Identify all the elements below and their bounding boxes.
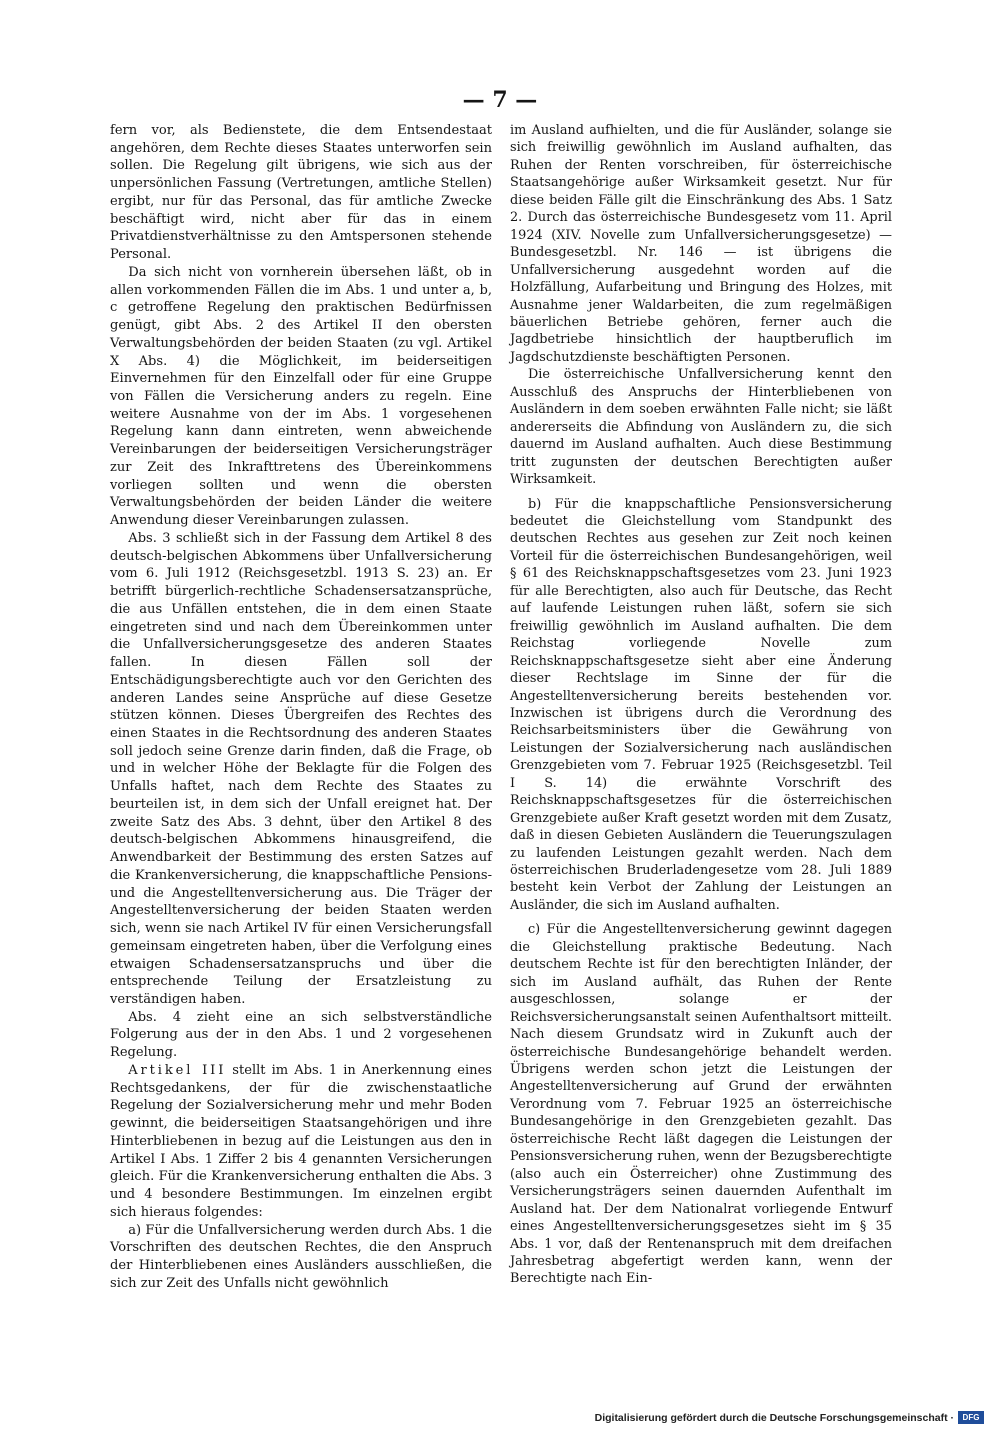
article-heading: Artikel III — [128, 1062, 227, 1078]
paragraph: Da sich nicht von vornherein übersehen läßt, ob in allen vorkommenden Fällen die im Abs. 1 und unter a, b, c getroffene Regelung den praktischen Bedürfnissen genügt, gibt Abs. 2 des Artikel II den obersten Verwaltungsbehörden der beiden Staaten (zu vgl. Artikel X Abs. 4) die Möglichkeit, im beiderseitigen Einvernehmen für den Einzelfall oder für eine Gruppe von Fällen die Versicherung anders zu regeln. Eine weitere Ausnahme von der im Abs. 1 vorgesehenen Regelung kann dann eintreten, wenn abweichende Vereinbarungen der beiderseitigen Versicherungsträger zur Zeit des Inkrafttretens des Übereinkommens vorliegen sollten und wenn die obersten Verwaltungsbehörden der beiden Länder die weitere Anwendung dieser Vereinbarungen zulassen. — [110, 264, 492, 529]
paragraph: Die österreichische Unfallversicherung kennt den Ausschluß des Anspruchs der Hinterbliebenen von Ausländern in dem soeben erwähnten Falle nicht; sie läßt andererseits die Abfindung von Ausländern zu, die sich dauernd im Ausland aufhalten. Auch diese Bestimmung tritt zugunsten der deutschen Berechtigten außer Wirksamkeit. — [510, 367, 892, 488]
paragraph: Abs. 4 zieht eine an sich selbstverständliche Folgerung aus der in den Abs. 1 und 2 vorgesehenen Regelung. — [110, 1009, 492, 1061]
paragraph: c) Für die Angestelltenversicherung gewinnt dagegen die Gleichstellung praktische Bedeutung. Nach deutschem Rechte ist für den berechtigten Inländer, der sich im Ausland aufhält, das Ruhen der Rente ausgeschlossen, solange er der Reichsversicherungsanstalt seinen Aufenthaltsort mitteilt. Nach diesem Grundsatz wird in Zukunft auch der österreichische Bundesangehörige behandelt werden. Übrigens werden schon jetzt die Leistungen der Angestelltenversicherung auf Grund der erwähnten Verordnung vom 7. Februar 1925 an österreichische Bundesangehörige in den Grenzgebieten gezahlt. Das österreichische Recht läßt dagegen die Leistungen der Pensionsversicherung ruhen, wenn der Bezugsberechtigte (also auch ein Österreicher) ohne Zustimmung des Versicherungsträgers seinen dauernden Aufenthalt im Ausland hat. Der dem Nationalrat vorliegende Entwurf eines Angestelltenversicherungsgesetzes sieht im § 35 Abs. 1 vor, daß der Rentenanspruch mit dem dreifachen Jahresbetrag abgefertigt werden kann, wenn der Berechtigte nach Ein- — [510, 922, 892, 1287]
paragraph: a) Für die Unfallversicherung werden durch Abs. 1 die Vorschriften des deutschen Rechtes, die den Anspruch der Hinterbliebenen eines Ausländers ausschließen, die sich zur Zeit des Unfalls nicht gewöhnlich — [110, 1222, 492, 1291]
paragraph: b) Für die knappschaftliche Pensionsversicherung bedeutet die Gleichstellung vom Standpunkt des deutschen Rechtes aus gesehen zur Zeit noch keinen Vorteil für die österreichischen Bundesangehörigen, weil § 61 des Reichsknappschaftsgesetzes vom 23. Juni 1923 für alle Berechtigten, also auch für Deutsche, das Recht auf laufende Leistungen ruhen läßt, sofern sie sich freiwillig gewöhnlich im Ausland aufhalten. Die dem Reichstag vorliegende Novelle zum Reichsknappschaftsgesetze sieht aber eine Änderung dieser Rechtslage im Sinne der für die Angestelltenversicherung bereits bestehenden vor. Inzwischen ist übrigens durch die Verordnung des Reichsarbeitsministers über die Gewährung von Leistungen der Sozialversicherung nach ausländischen Grenzgebieten vom 7. Februar 1925 (Reichsgesetzbl. Teil I S. 14) die erwähnte Vorschrift des Reichsknappschaftsgesetzes für die österreichischen Grenzgebiete außer Kraft gesetzt worden mit dem Zusatz, daß in diesen Gebieten Ausländern die Teuerungszulagen zu laufenden Leistungen gezahlt werden. Nach dem österreichischen Bruderladengesetze vom 28. Juli 1889 besteht kein Verbot der Zahlung der Leistungen an Ausländer, die sich im Ausland aufhalten. — [510, 496, 892, 913]
credit-text: Digitalisierung gefördert durch die Deutsche Forschungsgemeinschaft · — [594, 1411, 954, 1424]
page-number: — 7 — — [462, 87, 538, 113]
paragraph-text: stellt im Abs. 1 in Anerkennung eines Rechtsgedankens, der für die zwischenstaatliche Regelung der Sozialversicherung mehr und mehr Boden gewinnt, die beiderseitigen Staatsangehörigen und ihre Hinterbliebenen in bezug auf die Leistungen aus den in Artikel I Abs. 1 Ziffer 2 bis 4 genannten Versicherungen gleich. Für die Krankenversicherung enthalten die Abs. 3 und 4 besondere Bestimmungen. Im einzelnen ergibt sich hieraus folgendes: — [110, 1062, 492, 1220]
left-column — [110, 122, 492, 1292]
paragraph: fern vor, als Bedienstete, die dem Entsendestaat angehören, dem Rechte dieses Staates unterworfen sein sollen. Die Regelung gilt übrigens, wie sich aus der unpersönlichen Fassung (Vertretungen, amtliche Stellen) ergibt, nur für das Personal, das für amtliche Zwecke beschäftigt wird, nicht aber für das in einem Privatdienstverhältnisse zu den Amtspersonen stehende Personal. — [110, 123, 492, 263]
dfg-logo-icon: DFG — [958, 1411, 984, 1424]
paragraph: Abs. 3 schließt sich in der Fassung dem Artikel 8 des deutsch-belgischen Abkommens über Unfallversicherung vom 6. Juli 1912 (Reichsgesetzbl. 1913 S. 23) an. Er betrifft bürgerlich-rechtliche Schadensersatzansprüche, die aus Unfällen entstehen, die in dem einen Staate eingetreten sind und nach dem Übereinkommen unter die Unfallversicherungsgesetze des anderen Staates fallen. In diesen Fällen soll der Entschädigungsberechtigte auch vor den Gerichten des anderen Landes seine Ansprüche auf diese Gesetze stützen können. Dieses Übergreifen des Rechtes des einen Staates in die Rechtsordnung des anderen Staates soll jedoch seine Grenze darin finden, daß die Frage, ob und in welcher Höhe der Beklagte für die Folgen des Unfalls haftet, nach dem Rechte des Staates zu beurteilen ist, in dem sich der Unfall ereignet hat. Der zweite Satz des Abs. 3 dehnt, über den Artikel 8 des deutsch-belgischen Abkommens hinausgreifend, die Anwendbarkeit der Bestimmung des ersten Satzes auf die Krankenversicherung, die knappschaftliche Pensions- und die Angestelltenversicherung aus. Die Träger der Angestelltenversicherung der beiden Staaten werden sich, wenn sie nach Artikel IV für einen Versicherungsfall gemeinsam eingetreten haben, über die Verfolgung eines etwaigen Schadensersatzanspruchs und über die entsprechende Teilung der Ersatzleistung zu verständigen haben. — [110, 530, 492, 1007]
paragraph — [110, 1062, 492, 1222]
right-column — [510, 122, 892, 1288]
paragraph: im Ausland aufhielten, und die für Ausländer, solange sie sich freiwillig gewöhnlich im Ausland aufhalten, das Ruhen der Renten vorschreiben, für österreichische Staatsangehörige außer Wirksamkeit gesetzt. Nur für diese beiden Fälle gilt die Einschränkung des Abs. 1 Satz 2. Durch das österreichische Bundesgesetz vom 11. April 1924 (XIV. Novelle zum Unfallversicherungsgesetze) — Bundesgesetzbl. Nr. 146 — ist übrigens die Unfallversicherung ausgedehnt worden auf die Holzfällung, Aufarbeitung und Bringung des Holzes, mit Ausnahme jener Waldarbeiten, die zum regelmäßigen bäuerlichen Betriebe gehören, ferner auch die Jagdbetriebe hinsichtlich der hauptberuflich im Jagdschutzdienste beschäftigten Personen. — [510, 123, 892, 365]
digitization-credit — [595, 1411, 984, 1424]
